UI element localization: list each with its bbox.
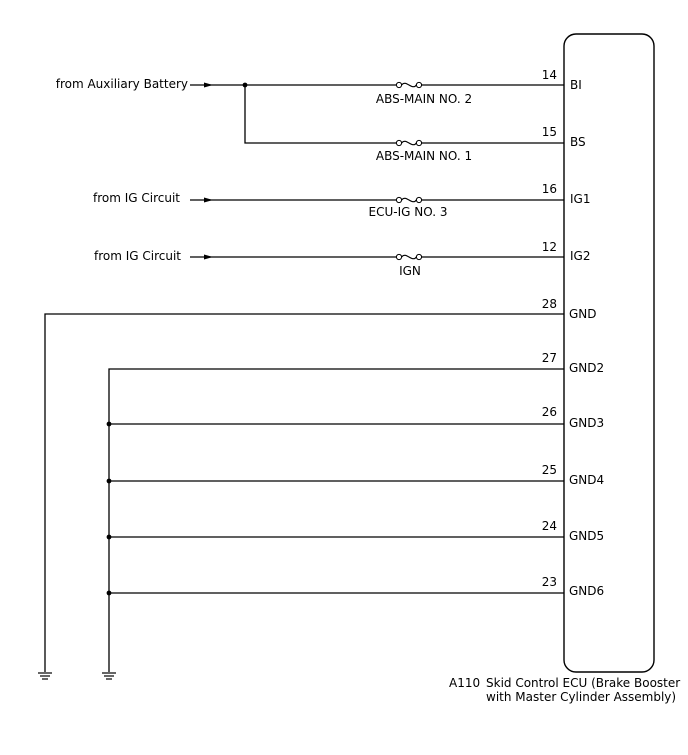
ground-icon <box>38 673 52 679</box>
ecu-box <box>564 34 654 672</box>
fuse-icon <box>396 140 421 145</box>
pin-name: GND6 <box>569 584 605 598</box>
circuit-gnd-bus <box>102 351 604 679</box>
source-aux-battery-label: from Auxiliary Battery <box>55 77 188 91</box>
pin-name: GND2 <box>569 361 605 375</box>
pin-name: IG1 <box>570 192 591 206</box>
pin-name: IG2 <box>570 249 591 263</box>
pin-number: 24 <box>541 519 557 533</box>
ecu-name-line1: Skid Control ECU (Brake Booster <box>486 676 681 690</box>
pin-name: GND4 <box>569 473 605 487</box>
circuit-ig2 <box>94 240 591 278</box>
arrow-icon <box>204 255 213 260</box>
ecu-code: A110 <box>449 676 481 690</box>
source-ig-circuit-label: from IG Circuit <box>93 249 181 263</box>
pin-number: 16 <box>541 182 557 196</box>
pin-number: 25 <box>541 463 557 477</box>
pin-name: GND <box>569 307 597 321</box>
circuit-gnd <box>38 297 597 679</box>
fuse-ign-label: IGN <box>399 264 421 278</box>
pin-name: BS <box>570 135 586 149</box>
junction-dot <box>107 535 112 540</box>
arrow-icon <box>204 83 213 88</box>
pin-number: 23 <box>541 575 557 589</box>
source-ig-circuit-label: from IG Circuit <box>92 191 180 205</box>
fuse-abs-main-1-label: ABS-MAIN NO. 1 <box>375 149 473 163</box>
ecu-name-line2: with Master Cylinder Assembly) <box>486 690 677 704</box>
fuse-icon <box>396 197 421 202</box>
pin-name: GND5 <box>569 529 605 543</box>
junction-dot <box>107 479 112 484</box>
junction-dot <box>107 422 112 427</box>
arrow-icon <box>204 198 213 203</box>
fuse-icon <box>396 82 421 87</box>
pin-number: 12 <box>541 240 557 254</box>
pin-number: 26 <box>541 405 557 419</box>
pin-number: 14 <box>541 68 557 82</box>
fuse-ecu-ig-3-label: ECU-IG NO. 3 <box>368 205 448 219</box>
circuit-ig1 <box>93 182 591 219</box>
pin-number: 27 <box>541 351 557 365</box>
circuit-bi <box>56 68 582 106</box>
fuse-abs-main-2-label: ABS-MAIN NO. 2 <box>375 92 473 106</box>
pin-name: GND3 <box>569 416 605 430</box>
pin-number: 15 <box>541 125 557 139</box>
fuse-icon <box>396 254 421 259</box>
pin-number: 28 <box>541 297 557 311</box>
junction-dot <box>107 591 112 596</box>
pin-name: BI <box>570 78 582 92</box>
ground-icon <box>102 673 116 679</box>
